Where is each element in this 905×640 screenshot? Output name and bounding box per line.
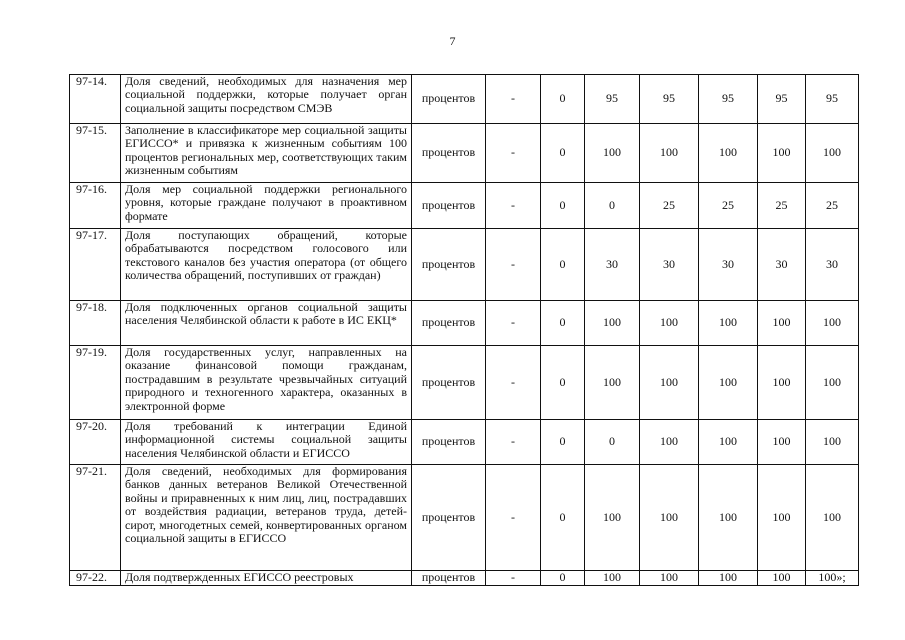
row-value: 100 (806, 465, 859, 571)
row-id: 97-17. (70, 229, 121, 301)
row-value: 100 (699, 420, 758, 465)
row-value: 0 (585, 420, 640, 465)
row-id: 97-18. (70, 301, 121, 346)
row-value: 0 (541, 124, 585, 183)
row-id: 97-22. (70, 571, 121, 586)
row-value: 95 (806, 75, 859, 124)
row-value: 25 (640, 183, 699, 229)
row-id: 97-16. (70, 183, 121, 229)
row-value: 0 (541, 420, 585, 465)
row-value: 0 (541, 75, 585, 124)
row-description: Доля государственных услуг, направленных на оказание финансовой помощи гражданам, пострадавшим в результате чрезвычайных ситуаций природного и техногенного характера, оказанных в электронной форме (121, 346, 412, 420)
row-value: 100 (758, 465, 806, 571)
row-value: 25 (806, 183, 859, 229)
row-value: 100 (640, 301, 699, 346)
table-row (70, 420, 859, 465)
row-description: Заполнение в классификаторе мер социальной защиты ЕГИССО* и привязка к жизненным событиям 100 процентов региональных мер, соответствующих таким жизненным событиям (121, 124, 412, 183)
row-value: 100 (640, 124, 699, 183)
row-base: - (486, 465, 541, 571)
row-value: 0 (585, 183, 640, 229)
row-id: 97-15. (70, 124, 121, 183)
row-value: 100 (640, 465, 699, 571)
row-unit: процентов (412, 571, 486, 586)
row-description: Доля подключенных органов социальной защиты населения Челябинской области к работе в ИС ЕКЦ* (121, 301, 412, 346)
row-value: 95 (585, 75, 640, 124)
row-value: 100 (758, 346, 806, 420)
row-value: 100 (758, 124, 806, 183)
row-base: - (486, 183, 541, 229)
row-value: 100 (758, 420, 806, 465)
row-description: Доля требований к интеграции Единой информационной системы социальной защиты населения Челябинской области и ЕГИССО (121, 420, 412, 465)
row-description: Доля поступающих обращений, которые обрабатываются посредством голосового или текстового каналов без участия оператора (от общего количества обращений, поступивших от граждан) (121, 229, 412, 301)
row-unit: процентов (412, 183, 486, 229)
row-base: - (486, 571, 541, 586)
row-base: - (486, 346, 541, 420)
table-row (70, 465, 859, 571)
row-id: 97-20. (70, 420, 121, 465)
row-value: 100 (806, 346, 859, 420)
row-value: 100 (640, 420, 699, 465)
row-value: 100 (585, 124, 640, 183)
row-description: Доля мер социальной поддержки регионального уровня, которые граждане получают в проактивном формате (121, 183, 412, 229)
row-value: 100 (699, 571, 758, 586)
row-value: 100 (585, 346, 640, 420)
row-value: 100»; (806, 571, 859, 586)
table-row (70, 301, 859, 346)
row-unit: процентов (412, 301, 486, 346)
row-unit: процентов (412, 124, 486, 183)
row-unit: процентов (412, 229, 486, 301)
row-value: 100 (585, 301, 640, 346)
table-row (70, 229, 859, 301)
row-base: - (486, 229, 541, 301)
row-value: 0 (541, 229, 585, 301)
row-value: 100 (758, 571, 806, 586)
row-description: Доля сведений, необходимых для формирования банков данных ветеранов Великой Отечественной войны и приравненных к ним лиц, лиц, пострадавших от воздействия радиации, ветеранов труда, детей-сирот, многодетных семей, конвертированных органом социальной защиты в ЕГИССО (121, 465, 412, 571)
row-base: - (486, 301, 541, 346)
table-row (70, 124, 859, 183)
row-unit: процентов (412, 465, 486, 571)
row-value: 100 (585, 465, 640, 571)
row-description: Доля сведений, необходимых для назначения мер социальной поддержки, которые получает орган социальной защиты посредством СМЭВ (121, 75, 412, 124)
row-value: 100 (640, 571, 699, 586)
row-value: 100 (699, 465, 758, 571)
row-value: 25 (758, 183, 806, 229)
row-description: Доля подтвержденных ЕГИССО реестровых (125, 571, 354, 584)
row-value: 30 (758, 229, 806, 301)
indicators-table (69, 74, 859, 586)
row-value: 0 (541, 465, 585, 571)
table-row (70, 571, 859, 586)
row-value: 100 (806, 124, 859, 183)
page-number: 7 (449, 34, 456, 48)
row-value: 30 (640, 229, 699, 301)
row-value: 100 (699, 301, 758, 346)
row-value: 100 (699, 346, 758, 420)
row-value: 0 (541, 183, 585, 229)
row-value: 100 (585, 571, 640, 586)
row-value: 25 (699, 183, 758, 229)
row-id: 97-19. (70, 346, 121, 420)
row-value: 95 (640, 75, 699, 124)
row-value: 95 (758, 75, 806, 124)
row-value: 100 (806, 301, 859, 346)
row-value: 100 (806, 420, 859, 465)
row-value: 0 (541, 346, 585, 420)
row-value: 95 (699, 75, 758, 124)
row-base: - (486, 124, 541, 183)
table-row (70, 75, 859, 124)
row-id: 97-14. (70, 75, 121, 124)
row-unit: процентов (412, 346, 486, 420)
row-value: 100 (640, 346, 699, 420)
row-value: 0 (541, 301, 585, 346)
table-row (70, 183, 859, 229)
row-value: 0 (541, 571, 585, 586)
row-value: 100 (758, 301, 806, 346)
row-unit: процентов (412, 75, 486, 124)
table-row (70, 346, 859, 420)
row-value: 30 (585, 229, 640, 301)
row-base: - (486, 75, 541, 124)
row-value: 100 (699, 124, 758, 183)
row-value: 30 (699, 229, 758, 301)
row-base: - (486, 420, 541, 465)
row-unit: процентов (412, 420, 486, 465)
row-value: 30 (806, 229, 859, 301)
row-id: 97-21. (70, 465, 121, 571)
